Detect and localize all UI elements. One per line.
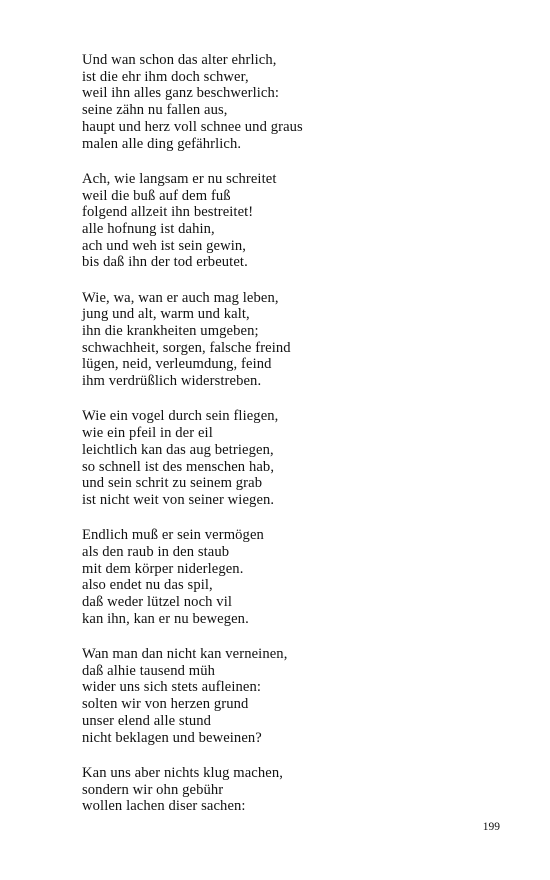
verse-line: Endlich muß er sein vermögen: [82, 527, 264, 544]
verse-line: alle hofnung ist dahin,: [82, 220, 215, 237]
verse-line: wider uns sich stets aufleinen:: [82, 679, 261, 696]
verse-line: wollen lachen diser sachen:: [82, 798, 246, 815]
verse-line: als den raub in den staub: [82, 543, 230, 560]
verse-line: jung und alt, warm und kalt,: [82, 306, 250, 323]
verse-line: solten wir von herzen grund: [82, 696, 249, 713]
verse-line: ist nicht weit von seiner wiegen.: [82, 491, 275, 508]
verse-line: ist die ehr ihm doch schwer,: [82, 68, 249, 85]
verse-line: ach und weh ist sein gewin,: [82, 237, 247, 254]
verse-line: Und wan schon das alter ehrlich,: [82, 52, 277, 68]
stanza: [82, 408, 502, 508]
verse-line: daß weder lützel noch vil: [82, 594, 233, 611]
page-number: 199: [482, 821, 500, 833]
stanza: [82, 765, 502, 815]
verse-line: lügen, neid, verleumdung, feind: [82, 356, 272, 373]
verse-line: weil ihn alles ganz beschwerlich:: [82, 85, 280, 102]
verse-line: leichtlich kan das aug betriegen,: [82, 441, 274, 458]
verse-line: und sein schrit zu seinem grab: [82, 475, 263, 492]
verse-line: weil die buß auf dem fuß: [82, 187, 231, 204]
verse-line: also endet nu das spil,: [82, 577, 213, 594]
poem-text: [82, 52, 502, 834]
verse-line: folgend allzeit ihn bestreitet!: [82, 204, 254, 221]
verse-line: ihm verdrüßlich widerstreben.: [82, 373, 262, 390]
stanza: [82, 52, 502, 152]
verse-line: unser elend alle stund: [82, 712, 212, 729]
stanza: [82, 171, 502, 271]
verse-line: kan ihn, kan er nu bewegen.: [82, 610, 249, 627]
verse-line: wie ein pfeil in der eil: [82, 425, 213, 442]
verse-line: daß alhie tausend müh: [82, 662, 216, 679]
verse-line: nicht beklagen und beweinen?: [82, 729, 262, 746]
stanza: [82, 290, 502, 390]
verse-line: seine zähn nu fallen aus,: [82, 102, 228, 119]
verse-line: so schnell ist des menschen hab,: [82, 458, 275, 475]
verse-line: Wie ein vogel durch sein fliegen,: [82, 408, 279, 425]
verse-line: ihn die krankheiten umgeben;: [82, 323, 259, 340]
verse-line: Wan man dan nicht kan verneinen,: [82, 646, 288, 663]
stanza: [82, 527, 502, 627]
verse-line: bis daß ihn der tod erbeutet.: [82, 254, 248, 271]
verse-line: Wie, wa, wan er auch mag leben,: [82, 289, 279, 306]
verse-line: sondern wir ohn gebühr: [82, 781, 224, 798]
verse-line: malen alle ding gefährlich.: [82, 135, 242, 152]
stanza: [82, 646, 502, 746]
verse-line: schwachheit, sorgen, falsche freind: [82, 339, 291, 356]
verse-line: mit dem körper niderlegen.: [82, 560, 244, 577]
verse-line: Kan uns aber nichts klug machen,: [82, 764, 283, 781]
verse-line: haupt und herz voll schnee und graus: [82, 118, 303, 135]
verse-line: Ach, wie langsam er nu schreitet: [82, 170, 277, 187]
